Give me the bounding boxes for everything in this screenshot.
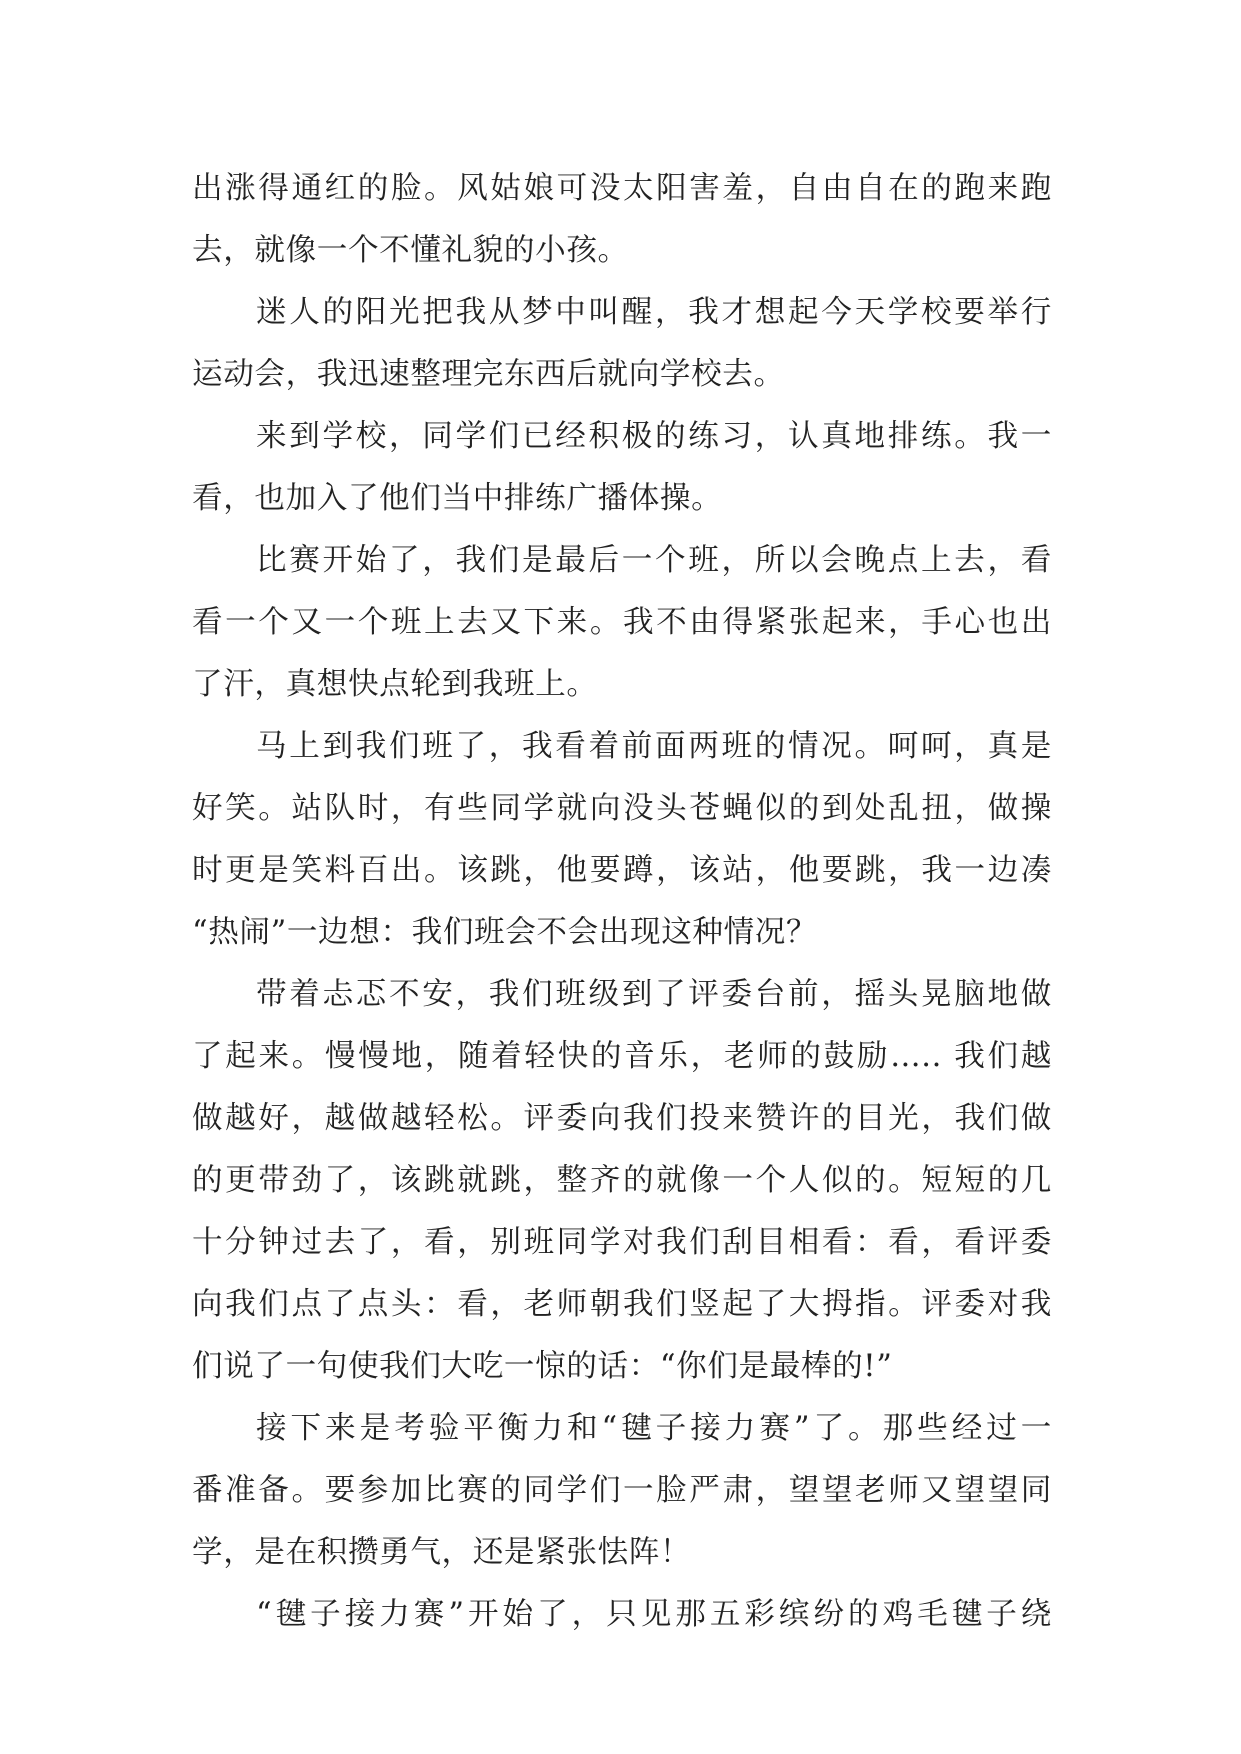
text-line: 做越好，越做越轻松。评委向我们投来赞许的目光，我们做 (192, 1101, 1052, 1136)
text-line: 看一个又一个班上去又下来。我不由得紧张起来，手心也出 (192, 605, 1052, 640)
text-line: 好笑。站队时，有些同学就向没头苍蝇似的到处乱扭，做操 (192, 791, 1052, 826)
text-line: “毽子接力赛”开始了，只见那五彩缤纷的鸡毛毽子绕 (256, 1597, 1052, 1632)
text-line: 了起来。慢慢地，随着轻快的音乐，老师的鼓励….. 我们越 (192, 1039, 1052, 1074)
text-line: 运动会，我迅速整理完东西后就向学校去。 (192, 357, 785, 392)
text-line: 迷人的阳光把我从梦中叫醒，我才想起今天学校要举行 (256, 295, 1052, 330)
text-line: “热闹”一边想：我们班会不会出现这种情况？ (192, 915, 818, 950)
text-line: 比赛开始了，我们是最后一个班，所以会晚点上去，看 (256, 543, 1052, 578)
text-line: 来到学校，同学们已经积极的练习，认真地排练。我一 (256, 419, 1052, 454)
text-line: 出涨得通红的脸。风姑娘可没太阳害羞，自由自在的跑来跑 (192, 171, 1052, 206)
text-line: 去，就像一个不懂礼貌的小孩。 (192, 233, 629, 268)
text-line: 带着忐忑不安，我们班级到了评委台前，摇头晃脑地做 (256, 977, 1052, 1012)
text-line: 了汗，真想快点轮到我班上。 (192, 667, 598, 702)
text-line: 看，也加入了他们当中排练广播体操。 (192, 481, 723, 516)
text-line: 接下来是考验平衡力和“毽子接力赛”了。那些经过一 (256, 1411, 1052, 1446)
text-line: 十分钟过去了，看，别班同学对我们刮目相看：看，看评委 (192, 1225, 1052, 1260)
text-line: 的更带劲了，该跳就跳，整齐的就像一个人似的。短短的几 (192, 1163, 1052, 1198)
body-text (192, 158, 1052, 1646)
text-line: 们说了一句使我们大吃一惊的话：“你们是最棒的!” (192, 1349, 893, 1384)
text-line: 向我们点了点头：看，老师朝我们竖起了大拇指。评委对我 (192, 1287, 1052, 1322)
text-line: 时更是笑料百出。该跳，他要蹲，该站，他要跳，我一边凑 (192, 853, 1052, 888)
text-line: 学，是在积攒勇气，还是紧张怯阵！ (192, 1535, 692, 1570)
text-line: 番准备。要参加比赛的同学们一脸严肃，望望老师又望望同 (192, 1473, 1052, 1508)
text-line: 马上到我们班了，我看着前面两班的情况。呵呵，真是 (256, 729, 1052, 764)
